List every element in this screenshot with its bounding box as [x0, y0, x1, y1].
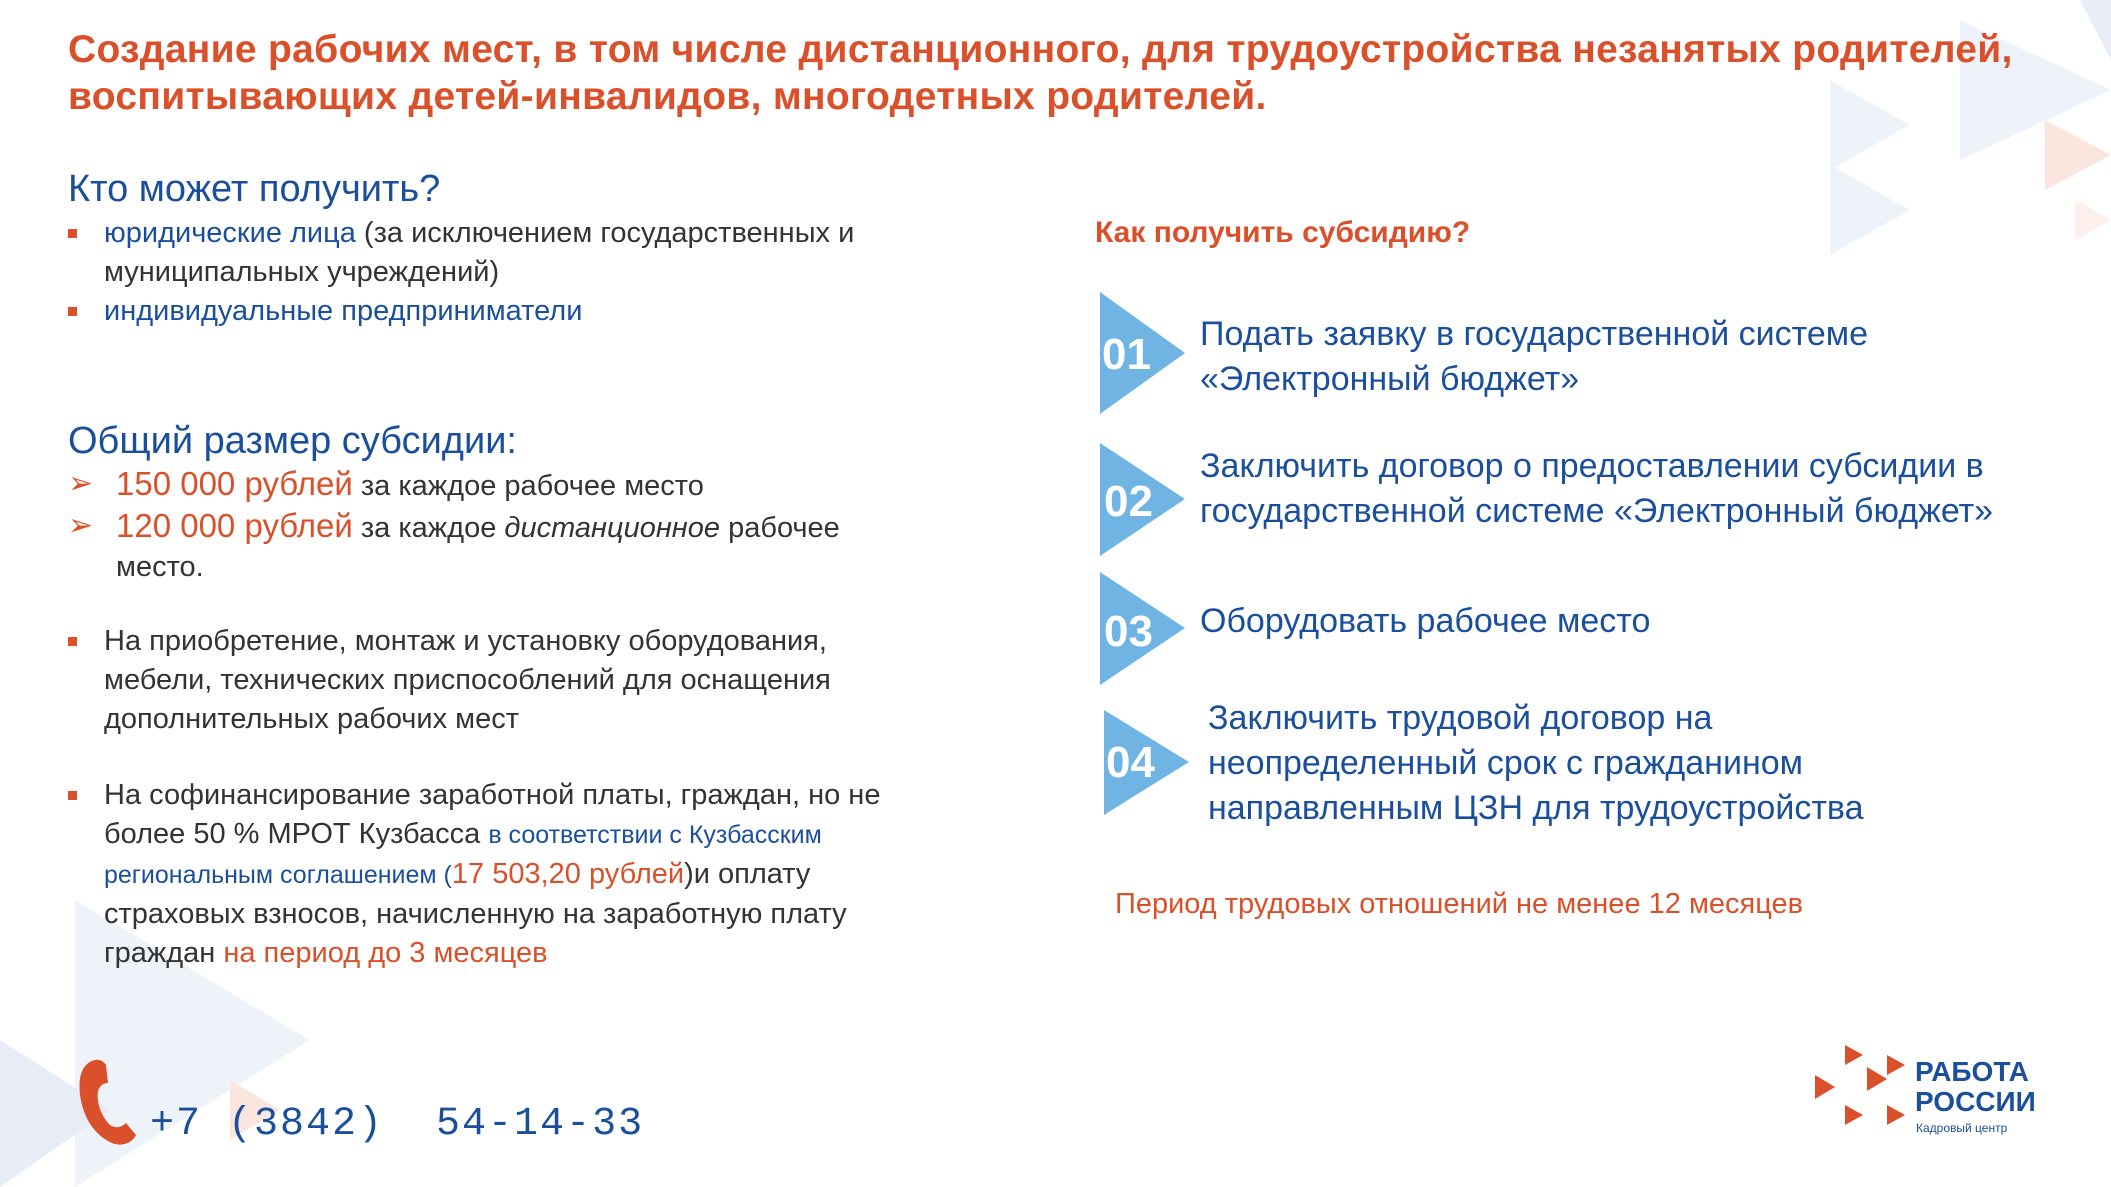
purpose-1-line-2: мебели, технических приспособлений для оснащения: [104, 664, 831, 696]
step-03-number: 03: [1104, 607, 1153, 656]
logo-line-2: РОССИИ: [1915, 1086, 2036, 1117]
list-item: [68, 292, 968, 331]
purpose-equipment: [68, 622, 968, 739]
step-03-line-1: Оборудовать рабочее место: [1200, 602, 1651, 640]
logo-line-1: РАБОТА: [1915, 1056, 2029, 1087]
page-title: [68, 26, 2058, 120]
who-item-1-continuation: муниципальных учреждений): [104, 256, 500, 288]
step-01-line-2: «Электронный бюджет»: [1200, 360, 1580, 398]
step-04-line-3: направленным ЦЗН для трудоустройства: [1208, 789, 1864, 827]
purpose-2-period: на период до 3 месяцев: [223, 937, 548, 969]
subsidy-amount-1: 150 000 рублей: [116, 465, 353, 502]
logo: [1815, 1045, 2075, 1145]
purpose-1-line-1: На приобретение, монтаж и установку оборудования,: [104, 625, 827, 657]
step-01-text: [1200, 312, 2080, 402]
step-04-line-2: неопределенный срок с гражданином: [1208, 744, 1803, 782]
arrow-bullet-icon: ➢: [68, 467, 94, 500]
title-line-2: воспитывающих детей-инвалидов, многодетных родителей.: [68, 75, 1267, 118]
bullet-square-icon: [68, 791, 77, 800]
bullet-square-icon: [68, 229, 77, 238]
who-list: [68, 214, 968, 331]
purpose-2-line-3c: )и оплату: [684, 858, 811, 890]
list-item: [68, 506, 968, 587]
subsidy-amount-2-text-a: за каждое: [352, 512, 505, 544]
purpose-2-line-3a: региональным соглашением (: [104, 861, 452, 889]
subsidy-amount-2: 120 000 рублей: [116, 507, 353, 544]
arrow-bullet-icon: ➢: [68, 509, 94, 542]
who-item-1-highlight: юридические лица: [104, 217, 356, 249]
step-03-text: [1200, 599, 2080, 644]
step-01-line-1: Подать заявку в государственной системе: [1200, 315, 1869, 353]
subsidy-amount-2-continuation: место.: [116, 551, 204, 583]
purpose-2-line-1: На софинансирование заработной платы, граждан, но не: [104, 779, 881, 811]
purpose-2-line-4: страховых взносов, начисленную на заработную плату: [104, 898, 847, 930]
subsidy-amount-2-italic: дистанционное: [504, 512, 721, 544]
subsidy-amount-2-text-b: рабочее: [720, 512, 840, 544]
step-02-line-1: Заключить договор о предоставлении субсидии в: [1200, 447, 1984, 485]
logo-wordmark: [1915, 1057, 2036, 1117]
bullet-square-icon: [68, 637, 77, 646]
period-note: Период трудовых отношений не менее 12 месяцев: [1115, 888, 1804, 920]
step-04-text: [1208, 696, 2088, 831]
step-04-line-1: Заключить трудовой договор на: [1208, 699, 1713, 737]
how-heading: Как получить субсидию?: [1095, 216, 1471, 249]
who-item-2: индивидуальные предприниматели: [104, 295, 583, 327]
subsidy-list: [68, 464, 968, 587]
subsidy-heading: Общий размер субсидии:: [68, 420, 517, 462]
step-02-text: [1200, 444, 2100, 534]
step-02-line-2: государственной системе «Электронный бюджет»: [1200, 492, 1994, 530]
phone-icon: [78, 1055, 140, 1147]
list-item: [68, 622, 968, 739]
phone-number[interactable]: +7 (3842) 54-14-33: [150, 1102, 645, 1147]
title-line-1: Создание рабочих мест, в том числе дистанционного, для трудоустройства незанятых родителей,: [68, 28, 2013, 71]
who-item-1-text: (за исключением государственных и: [355, 217, 855, 249]
list-item: [68, 776, 988, 973]
purpose-2-line-5a: граждан: [104, 937, 224, 969]
step-04-number: 04: [1106, 738, 1155, 787]
bullet-square-icon: [68, 307, 77, 316]
purpose-2-mrot-amount: 17 503,20 рублей: [451, 858, 685, 890]
step-01-number: 01: [1102, 330, 1151, 379]
logo-mark-icon: [1815, 1045, 1915, 1135]
purpose-2-line-2a: более 50 % МРОТ Кузбасса: [104, 818, 489, 850]
list-item: [68, 214, 968, 292]
logo-subtitle: Кадровый центр: [1916, 1121, 2008, 1135]
list-item: [68, 464, 968, 506]
subsidy-amount-1-text: за каждое рабочее место: [352, 470, 704, 502]
purpose-salary: [68, 776, 988, 973]
purpose-2-line-2b: в соответствии с Кузбасским: [488, 821, 822, 849]
step-02-number: 02: [1104, 477, 1153, 526]
purpose-1-line-3: дополнительных рабочих мест: [104, 703, 520, 735]
who-heading: Кто может получить?: [68, 168, 441, 210]
